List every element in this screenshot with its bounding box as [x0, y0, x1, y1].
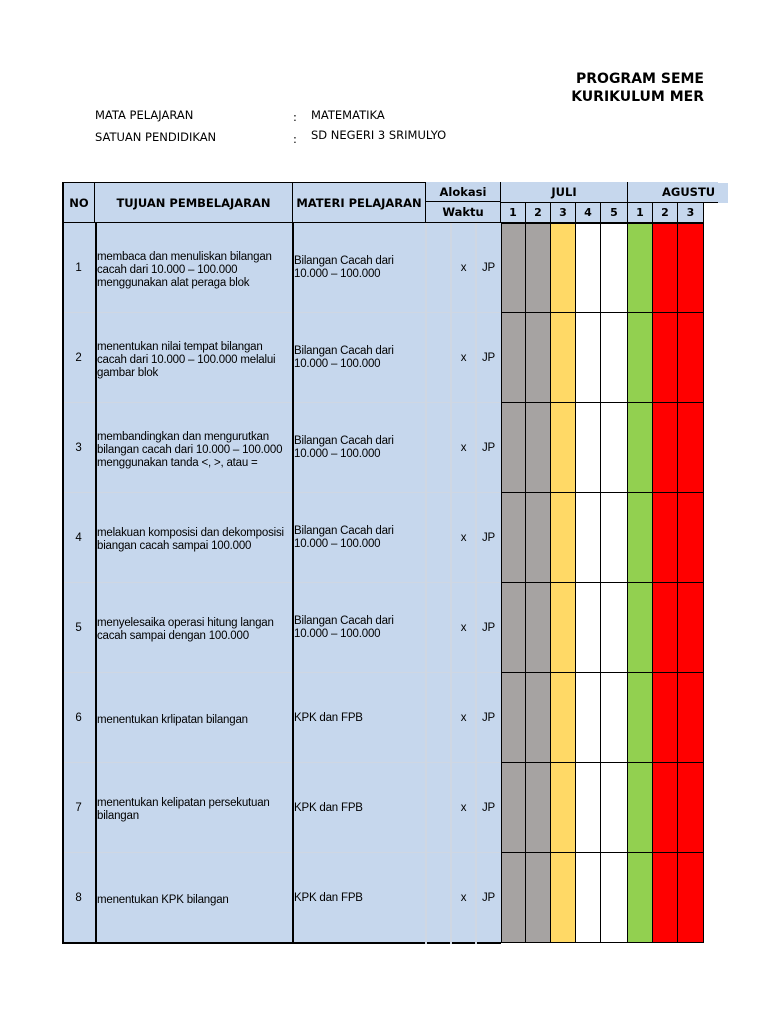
header-agustus: AGUSTU: [628, 182, 718, 203]
row-materi: KPK dan FPB: [294, 891, 363, 904]
schedule-cell-week-agustus-3: [678, 853, 704, 943]
column-divider: [95, 223, 97, 944]
column-divider: [62, 223, 64, 944]
schedule-cell-week-agustus-2: [653, 223, 678, 313]
header-week-juli-2: 2: [526, 203, 551, 223]
schedule-cell-week-agustus-2: [653, 763, 678, 853]
schedule-cell-week-juli-4: [576, 313, 601, 403]
row-alokasi-x: x: [460, 351, 467, 364]
row-materi: Bilangan Cacah dari 10.000 – 100.000: [294, 615, 394, 640]
row-materi: KPK dan FPB: [294, 801, 363, 814]
column-divider: [292, 223, 294, 944]
schedule-cell-week-juli-5: [601, 313, 628, 403]
schedule-cell-week-juli-4: [576, 403, 601, 493]
row-alokasi-x: x: [460, 261, 467, 274]
header-week-agustus-3: 3: [678, 203, 704, 223]
row-materi: Bilangan Cacah dari 10.000 – 100.000: [294, 345, 394, 370]
schedule-cell-week-juli-2: [526, 853, 551, 943]
schedule-cell-week-juli-1: [501, 583, 526, 673]
row-no: 5: [75, 621, 82, 634]
row-alokasi-jp: JP: [481, 441, 496, 454]
row-alokasi-x: x: [460, 621, 467, 634]
schedule-cell-week-agustus-1: [628, 223, 653, 313]
schedule-cell-week-agustus-3: [678, 493, 704, 583]
meta-colon-subject: :: [293, 110, 297, 124]
schedule-cell-week-agustus-2: [653, 853, 678, 943]
row-alokasi-jp: JP: [481, 261, 496, 274]
meta-value-school: SD NEGERI 3 SRIMULYO: [311, 128, 447, 142]
schedule-cell-week-juli-1: [501, 853, 526, 943]
header-week-agustus-2: 2: [653, 203, 678, 223]
document-title: [560, 70, 704, 106]
schedule-cell-week-juli-2: [526, 223, 551, 313]
title-line-2: KURIKULUM MER: [571, 89, 704, 105]
column-divider: [425, 223, 427, 944]
row-alokasi-x: x: [460, 801, 467, 814]
schedule-cell-week-juli-4: [576, 673, 601, 763]
schedule-cell-week-juli-3: [551, 673, 576, 763]
schedule-cell-week-juli-4: [576, 493, 601, 583]
schedule-cell-week-juli-2: [526, 313, 551, 403]
schedule-cell-week-juli-2: [526, 763, 551, 853]
schedule-cell-week-juli-3: [551, 223, 576, 313]
schedule-cell-week-juli-1: [501, 493, 526, 583]
row-alokasi-x: x: [460, 531, 467, 544]
meta-colon-school: :: [293, 132, 297, 146]
title-line-1: PROGRAM SEME: [576, 71, 704, 87]
schedule-cell-week-juli-3: [551, 583, 576, 673]
header-juli: JULI: [501, 182, 628, 203]
row-no: 6: [75, 711, 82, 724]
row-tujuan: menentukan nilai tempat bilangan cacah dari 10.000 – 100.000 melalui gambar blok: [97, 340, 276, 379]
row-tujuan: menentukan KPK bilangan: [97, 893, 229, 906]
row-no: 4: [75, 531, 82, 544]
header-week-juli-5: 5: [601, 203, 628, 223]
row-alokasi-jp: JP: [481, 531, 496, 544]
program-table: [62, 182, 716, 944]
meta-value-subject: MATEMATIKA: [311, 108, 385, 122]
schedule-cell-week-agustus-1: [628, 493, 653, 583]
row-tujuan: menyelesaika operasi hitung langan cacah sampai dengan 100.000: [97, 617, 274, 642]
schedule-cell-week-juli-1: [501, 403, 526, 493]
header-week-juli-4: 4: [576, 203, 601, 223]
schedule-cell-week-juli-2: [526, 583, 551, 673]
schedule-cell-week-juli-1: [501, 763, 526, 853]
schedule-cell-week-juli-4: [576, 583, 601, 673]
schedule-cell-week-agustus-2: [653, 313, 678, 403]
schedule-cell-week-agustus-2: [653, 403, 678, 493]
meta-label-subject: MATA PELAJARAN: [95, 108, 194, 122]
header-materi: MATERI PELAJARAN: [293, 182, 426, 223]
schedule-cell-week-juli-4: [576, 763, 601, 853]
schedule-cell-week-agustus-3: [678, 313, 704, 403]
header-tujuan: TUJUAN PEMBELAJARAN: [95, 182, 293, 223]
row-alokasi-jp: JP: [481, 891, 496, 904]
schedule-cell-week-agustus-3: [678, 763, 704, 853]
schedule-cell-week-juli-3: [551, 763, 576, 853]
row-materi: Bilangan Cacah dari 10.000 – 100.000: [294, 435, 394, 460]
header-week-juli-1: 1: [501, 203, 526, 223]
schedule-cell-week-agustus-3: [678, 673, 704, 763]
row-alokasi-jp: JP: [481, 801, 496, 814]
schedule-cell-week-juli-5: [601, 853, 628, 943]
schedule-cell-week-agustus-1: [628, 853, 653, 943]
column-divider: [450, 223, 452, 944]
schedule-cell-week-agustus-1: [628, 403, 653, 493]
row-materi: Bilangan Cacah dari 10.000 – 100.000: [294, 525, 394, 550]
row-alokasi-jp: JP: [481, 621, 496, 634]
schedule-cell-week-agustus-3: [678, 583, 704, 673]
row-alokasi-x: x: [460, 711, 467, 724]
row-alokasi-jp: JP: [481, 351, 496, 364]
schedule-cell-week-juli-5: [601, 403, 628, 493]
schedule-cell-week-juli-1: [501, 223, 526, 313]
schedule-cell-week-juli-3: [551, 403, 576, 493]
row-divider: [62, 942, 501, 944]
header-week-juli-3: 3: [551, 203, 576, 223]
schedule-cell-week-agustus-2: [653, 673, 678, 763]
schedule-cell-week-agustus-2: [653, 493, 678, 583]
row-no: 1: [75, 261, 82, 274]
row-alokasi-x: x: [460, 891, 467, 904]
row-tujuan: menentukan kelipatan persekutuan bilangan: [97, 797, 270, 822]
schedule-cell-week-juli-5: [601, 493, 628, 583]
schedule-cell-week-juli-3: [551, 493, 576, 583]
row-alokasi-x: x: [460, 441, 467, 454]
schedule-cell-week-juli-5: [601, 223, 628, 313]
header-week-agustus-1: 1: [628, 203, 653, 223]
row-tujuan: membandingkan dan mengurutkan bilangan cacah dari 10.000 – 100.000 menggunakan tanda <, >, atau =: [97, 430, 283, 469]
schedule-cell-week-juli-5: [601, 583, 628, 673]
row-no: 8: [75, 891, 82, 904]
schedule-cell-week-agustus-3: [678, 403, 704, 493]
meta-label-school: SATUAN PENDIDIKAN: [95, 130, 217, 144]
header-no: NO: [62, 182, 95, 223]
row-no: 3: [75, 441, 82, 454]
row-alokasi-jp: JP: [481, 711, 496, 724]
row-no: 7: [75, 801, 82, 814]
header-alokasi: Alokasi: [426, 182, 501, 202]
row-materi: KPK dan FPB: [294, 711, 363, 724]
row-tujuan: melakuan komposisi dan dekomposisi biangan cacah sampai 100.000: [97, 527, 284, 552]
schedule-cell-week-agustus-1: [628, 673, 653, 763]
schedule-cell-week-juli-5: [601, 673, 628, 763]
schedule-cell-week-juli-2: [526, 673, 551, 763]
schedule-cell-week-juli-4: [576, 223, 601, 313]
row-materi: Bilangan Cacah dari 10.000 – 100.000: [294, 255, 394, 280]
schedule-cell-week-agustus-1: [628, 763, 653, 853]
schedule-cell-week-juli-3: [551, 853, 576, 943]
schedule-cell-week-juli-5: [601, 763, 628, 853]
column-divider: [475, 223, 477, 944]
header-waktu: Waktu: [426, 202, 501, 223]
schedule-cell-week-juli-4: [576, 853, 601, 943]
row-tujuan: menentukan krlipatan bilangan: [97, 713, 248, 726]
schedule-cell-week-juli-1: [501, 313, 526, 403]
row-no: 2: [75, 351, 82, 364]
schedule-cell-week-agustus-2: [653, 583, 678, 673]
schedule-cell-week-agustus-3: [678, 223, 704, 313]
schedule-cell-week-juli-1: [501, 673, 526, 763]
row-tujuan: membaca dan menuliskan bilangan cacah dari 10.000 – 100.000 menggunakan alat peraga blok: [97, 250, 272, 289]
schedule-cell-week-juli-2: [526, 493, 551, 583]
schedule-cell-week-agustus-1: [628, 313, 653, 403]
schedule-cell-week-juli-3: [551, 313, 576, 403]
schedule-cell-week-juli-2: [526, 403, 551, 493]
schedule-cell-week-agustus-1: [628, 583, 653, 673]
